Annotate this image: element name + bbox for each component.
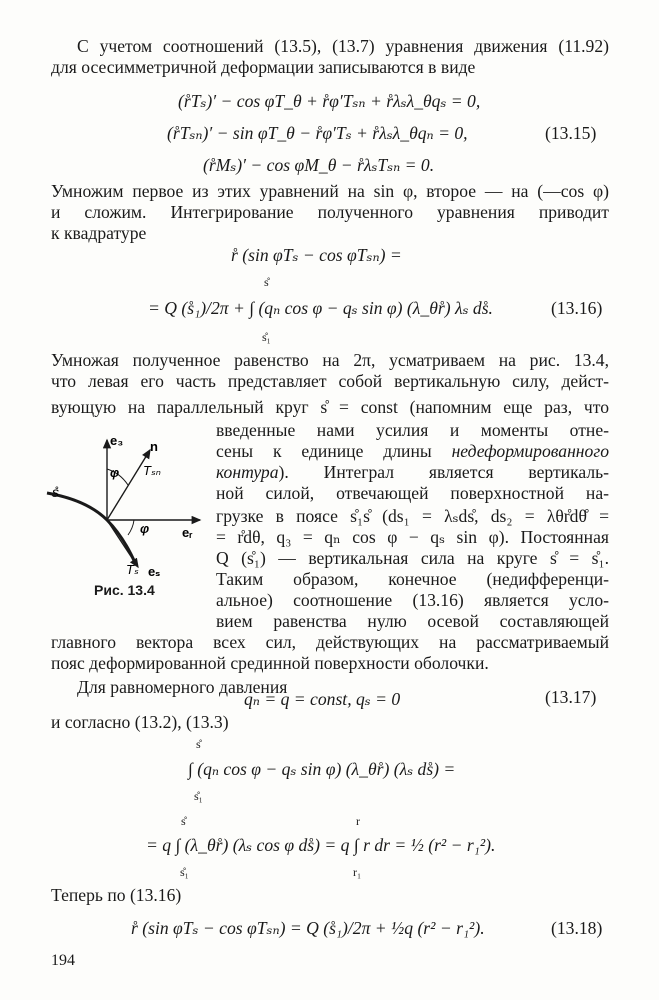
integral-lower-limit: s̊₁ (194, 789, 203, 803)
label-e3: e₃ (110, 433, 124, 448)
integral-lower-limit: s̊₁ (262, 330, 271, 344)
figure-caption: Рис. 13.4 (94, 582, 155, 598)
equation-number: (13.16) (551, 298, 603, 318)
text-line: Таким образом, конечное (недифференци- (216, 569, 609, 589)
equation-13-18: r̊ (sin φTₛ − cos φTₛₙ) = Q (s̊₁)/2π + ½q (r² − r₁²). (131, 918, 485, 938)
integral-lower-limit: r₁ (353, 865, 362, 879)
text-line: контура). Интеграл является вертикаль- (216, 462, 609, 482)
equation-integral-line-2: = q ∫ (λ_θr̊) (λₛ cos φ ds̊) = q ∫ r dr = ½ (r² − r₁²). (146, 835, 496, 855)
label-n: n (150, 439, 158, 454)
text-line: Умножим первое из этих уравнений на sin φ, второе — на (—cos φ) (51, 181, 609, 201)
integral-upper-limit: s̊ (196, 737, 201, 751)
text-line: главного вектора всех сил, действующих на рассматриваемый (51, 632, 609, 652)
integral-upper-limit: r (356, 814, 360, 828)
page-number: 194 (51, 952, 75, 969)
text-line: и согласно (13.2), (13.3) (51, 712, 229, 732)
text-line: что левая его часть представляет собой вертикальную силу, дейст- (51, 371, 609, 391)
label-s: s̊ (52, 484, 59, 500)
equation-13-17: qₙ = q = const, qₛ = 0 (244, 689, 401, 709)
text-line: альное) соотношение (13.16) является усло- (216, 590, 609, 610)
text-line: Для равномерного давления (77, 677, 288, 697)
text-line: и сложим. Интегрирование полученного уравнения приводит (51, 202, 609, 222)
label-tsn: Tₛₙ (143, 463, 161, 478)
label-phi-bottom: φ (140, 521, 150, 536)
label-er: eᵣ (182, 525, 193, 540)
text-line: для осесимметричной деформации записываются в виде (51, 57, 476, 77)
text-line: пояс деформированной срединной поверхности оболочки. (51, 653, 489, 673)
meridian-curve (47, 493, 136, 565)
equation-number: (13.17) (545, 687, 597, 707)
text-line: С учетом соотношений (13.5), (13.7) уравнения движения (11.92) (77, 36, 609, 56)
label-es: eₛ (148, 564, 161, 579)
text-line: вием равенства нулю осевой составляющей (216, 611, 609, 631)
integral-upper-limit: s̊ (181, 814, 186, 828)
equation-13-16-line-2: = Q (s̊₁)/2π + ∫ (qₙ cos φ − qₛ sin φ) (λ_θr̊) λₛ ds̊. (148, 298, 493, 318)
equation-number: (13.15) (545, 123, 597, 143)
text-line: к квадратуре (51, 223, 147, 243)
text-line: Q (s̊₁) — вертикальная сила на круге s̊ = s̊₁. (216, 548, 609, 568)
equation-number: (13.18) (551, 918, 603, 938)
text-line: грузке в поясе s̊₁s̊ (ds₁ = λₛds̊, ds₂ = λθr̊dθ̊ = (216, 506, 609, 526)
text-line: введенные нами усилия и моменты отне- (216, 420, 609, 440)
equation-13-15-line-3: (r̊Mₛ)′ − cos φM_θ − r̊λₛTₛₙ = 0. (203, 155, 435, 175)
integral-lower-limit: s̊₁ (180, 865, 189, 879)
equation-integral-line-1: ∫ (qₙ cos φ − qₛ sin φ) (λ_θr̊) (λₛ ds̊) = (188, 759, 456, 779)
text-line: ной силой, отвечающей поверхностной на- (216, 483, 609, 503)
label-phi-top: φ (110, 465, 120, 480)
text-line: сены к единице длины недеформированного (216, 441, 609, 461)
es-vector (107, 520, 138, 567)
figure-13-4 (42, 425, 212, 587)
equation-13-15-line-2: (r̊Tₛₙ)′ − sin φT_θ − r̊φ′Tₛ + r̊λₛλ_θqₙ = 0, (167, 123, 468, 143)
text-line: вующую на параллельный круг s̊ = const (напомним еще раз, что (51, 397, 609, 417)
label-ts: Tₛ (126, 562, 139, 577)
equation-13-15-line-1: (r̊Tₛ)′ − cos φT_θ + r̊φ′Tₛₙ + r̊λₛλ_θqₛ = 0, (178, 91, 481, 111)
text-line: Умножая полученное равенство на 2π, усматриваем на рис. 13.4, (51, 350, 609, 370)
text-line: = r̊dθ, q₃ = qₙ cos φ − qₛ sin φ). Постоянная (216, 527, 609, 547)
integral-upper-limit: s̊ (264, 275, 269, 289)
text-line: Теперь по (13.16) (51, 885, 182, 905)
equation-13-16-line-1: r̊ (sin φTₛ − cos φTₛₙ) = (231, 245, 402, 265)
normal-vector (107, 450, 150, 520)
